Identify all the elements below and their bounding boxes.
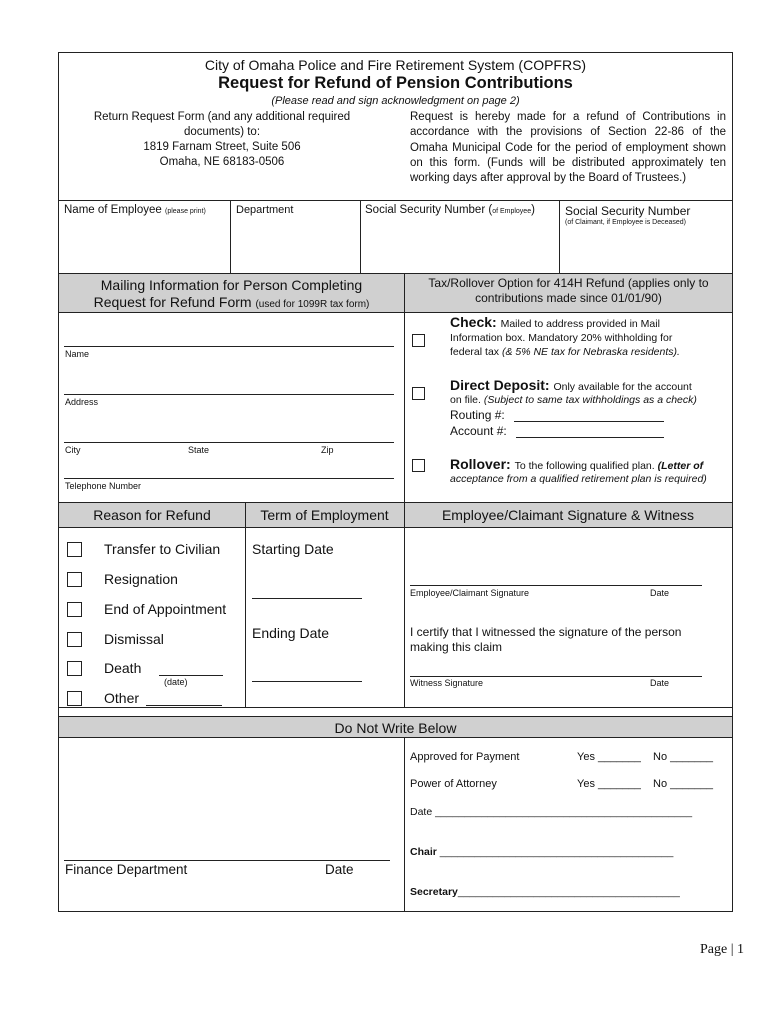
witness-signature-label: Witness Signature (410, 678, 484, 688)
ending-date-line[interactable] (252, 681, 362, 682)
reason-transfer-label: Transfer to Civilian (104, 541, 221, 557)
direct-deposit-line2: on file. (Subject to same tax withholdings as a check) (450, 394, 697, 406)
approved-yes[interactable]: Yes _______ (577, 751, 641, 763)
rollover-checkbox[interactable] (412, 459, 425, 472)
reason-death-checkbox[interactable] (67, 661, 82, 676)
reason-resignation-label: Resignation (104, 571, 178, 587)
poa-label: Power of Attorney (410, 778, 497, 790)
rollover-line1: To the following qualified plan. (Letter of (514, 460, 704, 472)
name-field-label: Name (65, 349, 90, 359)
divider (404, 502, 405, 707)
poa-yes[interactable]: Yes _______ (577, 778, 641, 790)
return-address-line2: documents) to: (183, 126, 261, 138)
reason-end-appointment-label: End of Appointment (104, 601, 227, 617)
return-address-line3: 1819 Farnam Street, Suite 506 (143, 141, 301, 153)
check-option-line3: federal tax (& 5% NE tax for Nebraska residents). (450, 346, 680, 358)
divider (404, 737, 405, 912)
claimant-ssn-label: Social Security Number (565, 204, 691, 218)
return-address-line4: Omaha, NE 68183-0506 (159, 156, 285, 168)
signature-heading: Employee/Claimant Signature & Witness (441, 507, 695, 523)
return-address-line1: Return Request Form (and any additional required (93, 111, 351, 123)
address-field-label: Address (65, 397, 99, 407)
page-number: Page | 1 (700, 942, 745, 957)
employee-name-label: Name of Employee (please print) (64, 204, 206, 216)
reason-other-checkbox[interactable] (67, 691, 82, 706)
divider (230, 200, 231, 273)
city-field-label: City (65, 445, 81, 455)
zip-field-label: Zip (321, 445, 334, 455)
state-field-label: State (188, 445, 210, 455)
check-option-title: Check: Mailed to address provided in Mail (450, 314, 660, 330)
starting-date-label: Starting Date (252, 541, 334, 557)
mailing-heading-line1: Mailing Information for Person Completing (100, 277, 363, 293)
witness-signature-line[interactable] (410, 676, 702, 677)
reason-dismissal-checkbox[interactable] (67, 632, 82, 647)
office-heading: Do Not Write Below (334, 720, 457, 736)
form-note: (Please read and sign acknowledgment on page 2) (271, 95, 520, 107)
finance-label: Finance Department (65, 862, 188, 877)
request-statement: Request is hereby made for a refund of Contributions in accordance with the provisions of Section 22-86 of the Omaha Municipal Code for the period of employment shown on this form. (Funds will be distributed approximately ten working days after approval by the Board of Trustees.) (410, 111, 726, 185)
certify-line2: making this claim (410, 640, 503, 654)
reason-resignation-checkbox[interactable] (67, 572, 82, 587)
reason-other-label: Other (104, 690, 140, 706)
form-title: Request for Refund of Pension Contributions (218, 74, 573, 92)
chair-label: Chair (410, 846, 437, 858)
claimant-ssn-hint: (of Claimant, if Employee is Deceased) (565, 219, 686, 226)
check-option-line2: Information box. Mandatory 20% withholding for (450, 332, 673, 344)
divider (58, 200, 733, 201)
employee-ssn-hint: of Employee (492, 208, 532, 215)
office-date-field[interactable]: Date ____________________________________________ (410, 806, 693, 818)
mailing-heading-line2: Request for Refund Form (used for 1099R tax form) (93, 294, 370, 310)
term-heading: Term of Employment (260, 507, 389, 523)
death-date-line[interactable] (159, 675, 223, 676)
secretary-field[interactable]: Secretary______________________________________ (410, 886, 680, 898)
divider (58, 707, 733, 708)
secretary-label: Secretary (410, 886, 458, 898)
witness-date-label: Date (650, 678, 670, 688)
approved-no[interactable]: No _______ (653, 751, 713, 763)
divider (559, 200, 560, 273)
divider (58, 312, 733, 313)
employee-ssn-label: Social Security Number (of Employee) (365, 204, 535, 216)
name-field-line[interactable] (64, 346, 394, 347)
employee-signature-date-label: Date (650, 588, 670, 598)
certify-line1: I certify that I witnessed the signature of the person (410, 625, 682, 639)
rollover-title: Rollover: To the following qualified plan. (Letter of (450, 456, 704, 472)
reason-transfer-checkbox[interactable] (67, 542, 82, 557)
divider (245, 502, 246, 707)
org-name: City of Omaha Police and Fire Retirement System (COPFRS) (204, 57, 587, 73)
reason-death-label: Death (104, 660, 142, 676)
starting-date-line[interactable] (252, 598, 362, 599)
reason-end-appointment-checkbox[interactable] (67, 602, 82, 617)
tax-heading-line1: Tax/Rollover Option for 414H Refund (applies only to (428, 276, 709, 290)
account-field-line[interactable] (516, 437, 664, 438)
mailing-heading-hint: (used for 1099R tax form) (255, 299, 370, 310)
employee-signature-line[interactable] (410, 585, 702, 586)
telephone-field-line[interactable] (64, 478, 394, 479)
direct-deposit-title: Direct Deposit: Only available for the account (450, 377, 692, 393)
finance-date-label: Date (325, 862, 354, 877)
routing-field-line[interactable] (514, 421, 664, 422)
employee-name-hint: (please print) (165, 208, 206, 215)
tax-heading-line2: contributions made since 01/01/90) (475, 291, 662, 305)
ending-date-label: Ending Date (252, 625, 330, 641)
employee-signature-label: Employee/Claimant Signature (410, 588, 530, 598)
check-option-line1: Mailed to address provided in Mail (500, 318, 660, 330)
reason-dismissal-label: Dismissal (104, 631, 164, 647)
address-field-line[interactable] (64, 394, 394, 395)
poa-no[interactable]: No _______ (653, 778, 713, 790)
telephone-field-label: Telephone Number (65, 481, 142, 491)
divider (58, 737, 733, 738)
direct-deposit-checkbox[interactable] (412, 387, 425, 400)
department-label: Department (236, 204, 294, 216)
divider (404, 273, 405, 502)
city-state-zip-line[interactable] (64, 442, 394, 443)
death-date-hint: (date) (164, 677, 188, 687)
divider (360, 200, 361, 273)
account-label: Account #: (450, 424, 507, 438)
other-reason-line[interactable] (146, 705, 222, 706)
divider (58, 527, 733, 528)
rollover-line2: acceptance from a qualified retirement plan is required) (450, 473, 707, 485)
check-option-checkbox[interactable] (412, 334, 425, 347)
direct-deposit-line1: Only available for the account (553, 381, 692, 393)
finance-signature-line[interactable] (64, 860, 390, 861)
reason-heading: Reason for Refund (93, 507, 211, 523)
chair-field[interactable]: Chair ________________________________________ (410, 846, 674, 858)
approved-label: Approved for Payment (410, 751, 520, 763)
routing-label: Routing #: (450, 408, 505, 422)
